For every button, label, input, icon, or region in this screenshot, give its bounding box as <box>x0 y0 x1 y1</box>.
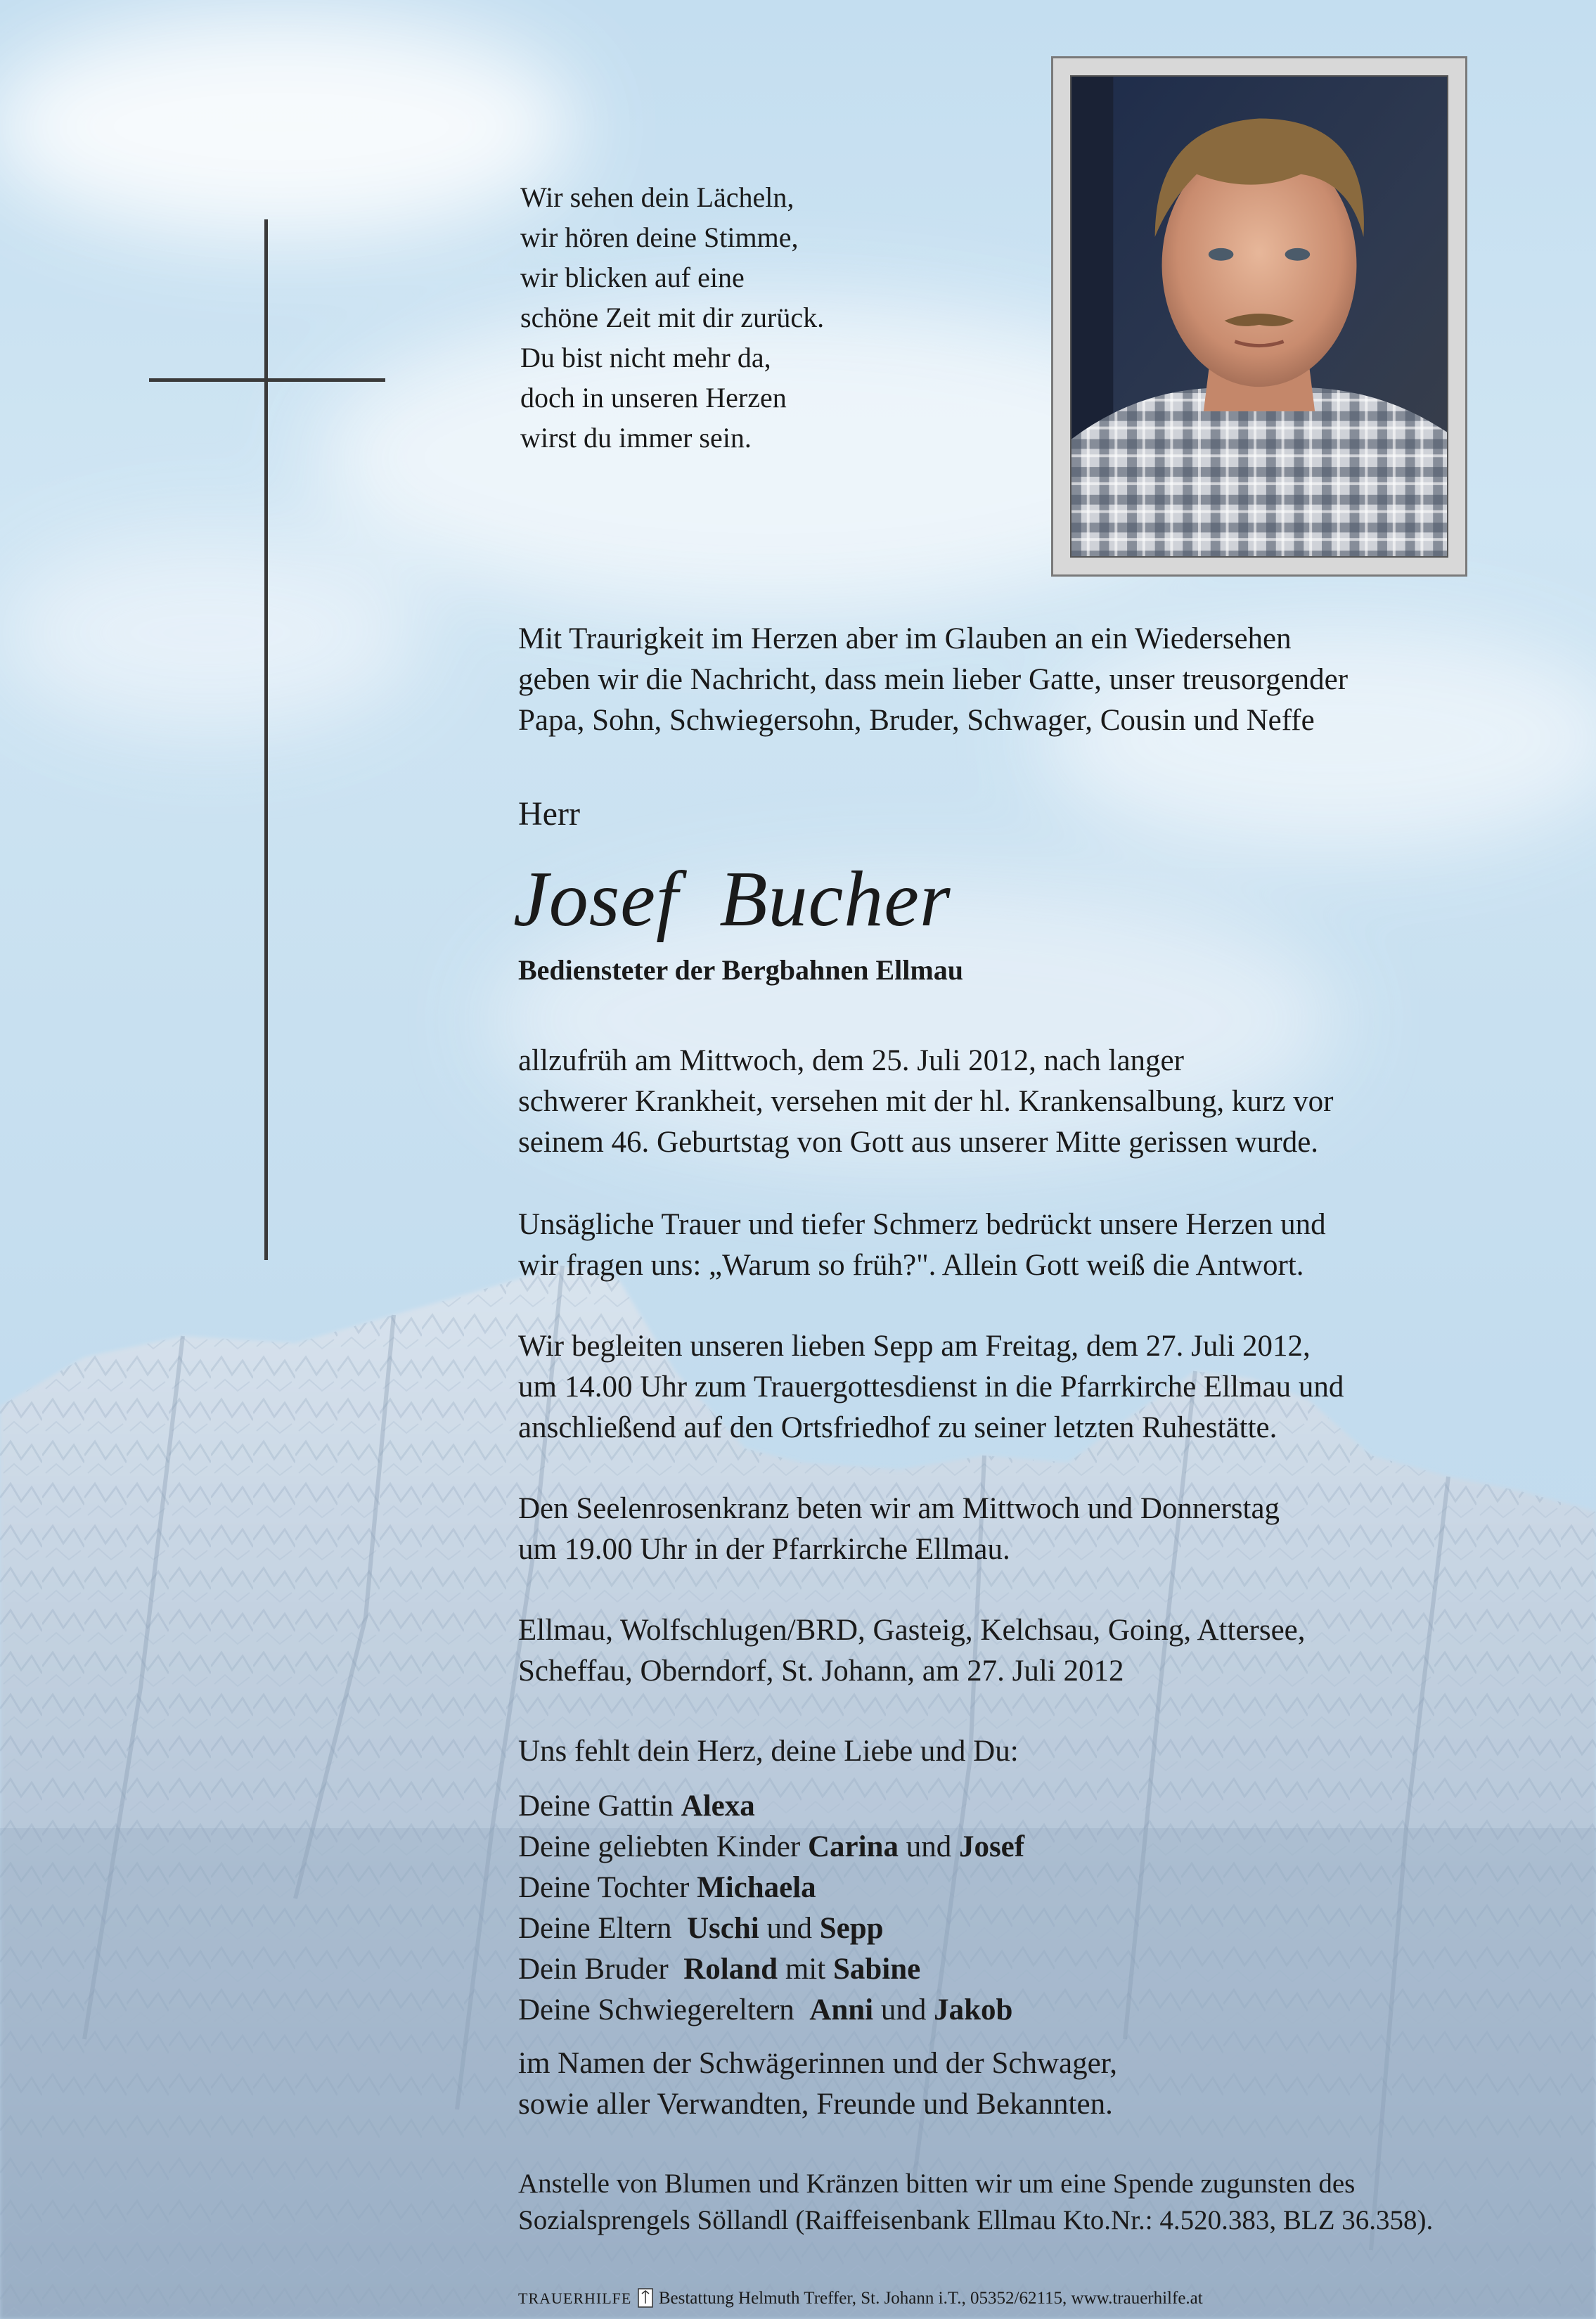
verse-line: schöne Zeit mit dir zurück. <box>520 302 825 333</box>
text-line: Mit Traurigkeit im Herzen aber im Glauben an ein Wiedersehen <box>518 622 1292 655</box>
closing-paragraph <box>518 2043 1117 2125</box>
verse-line: doch in unseren Herzen <box>520 382 787 413</box>
memorial-verse <box>520 177 824 458</box>
grief-paragraph <box>518 1205 1326 1286</box>
family-member-name: Sabine <box>832 1953 921 1986</box>
family-member-name: Anni <box>809 1993 874 2026</box>
family-connector: und <box>873 1993 934 2026</box>
text-line: um 19.00 Uhr in der Pfarrkirche Ellmau. <box>518 1533 1010 1566</box>
verse-line: Du bist nicht mehr da, <box>520 342 771 373</box>
family-relation: Dein Bruder <box>518 1953 684 1986</box>
cross-icon-horizontal <box>149 378 385 382</box>
family-member-row <box>518 1990 1024 2031</box>
portrait-frame <box>1051 56 1467 577</box>
family-connector: und <box>898 1830 959 1863</box>
verse-line: wir hören deine Stimme, <box>520 221 799 253</box>
rosary-paragraph <box>518 1489 1280 1570</box>
text-line: um 14.00 Uhr zum Trauergottesdienst in die Pfarrkirche Ellmau und <box>518 1370 1344 1403</box>
funeral-paragraph <box>518 1326 1344 1448</box>
text-line: Scheffau, Oberndorf, St. Johann, am 27. Juli 2012 <box>518 1655 1124 1688</box>
family-connector: und <box>759 1912 820 1945</box>
family-member-name: Roland <box>683 1953 778 1986</box>
text-line: anschließend auf den Ortsfriedhof zu seiner letzten Ruhestätte. <box>518 1411 1278 1444</box>
family-member-row <box>518 1786 1024 1827</box>
family-member-name: Carina <box>807 1830 899 1863</box>
intro-paragraph <box>518 619 1348 741</box>
salutation: Herr <box>518 795 580 833</box>
family-member-row <box>518 1868 1024 1908</box>
trauerhilfe-logo-icon <box>638 2288 653 2308</box>
family-relation: Deine Eltern <box>518 1912 687 1945</box>
places-paragraph <box>518 1610 1306 1692</box>
text-line: Sozialsprengels Söllandl (Raiffeisenbank Ellmau Kto.Nr.: 4.520.383, BLZ 36.358). <box>518 2205 1434 2235</box>
family-member-name: Uschi <box>687 1912 759 1945</box>
cross-icon-vertical <box>264 219 268 1260</box>
family-member-name: Sepp <box>819 1912 884 1945</box>
occupation: Bediensteter der Bergbahnen Ellmau <box>518 954 963 986</box>
family-relation: Deine geliebten Kinder <box>518 1830 808 1863</box>
family-connector: mit <box>778 1953 833 1986</box>
text-line: Ellmau, Wolfschlugen/BRD, Gasteig, Kelchsau, Going, Attersee, <box>518 1614 1306 1647</box>
family-member-name: Jakob <box>934 1993 1013 2026</box>
verse-line: Wir sehen dein Lächeln, <box>520 181 794 213</box>
family-member-name: Josef <box>958 1830 1025 1863</box>
text-line: Wir begleiten unseren lieben Sepp am Freitag, dem 27. Juli 2012, <box>518 1330 1311 1363</box>
family-member-row <box>518 1827 1024 1868</box>
family-intro: Uns fehlt dein Herz, deine Liebe und Du: <box>518 1735 1019 1768</box>
text-line: geben wir die Nachricht, dass mein lieber Gatte, unser treusorgender <box>518 663 1349 696</box>
family-list <box>518 1786 1024 2031</box>
text-line: seinem 46. Geburtstag von Gott aus unserer Mitte gerissen wurde. <box>518 1126 1319 1159</box>
verse-line: wir blicken auf eine <box>520 262 745 293</box>
text-line: sowie aller Verwandten, Freunde und Bekannten. <box>518 2088 1113 2121</box>
family-relation: Deine Gattin <box>518 1790 681 1823</box>
death-notice-paragraph <box>518 1041 1333 1163</box>
family-member-name: Alexa <box>681 1790 755 1823</box>
text-line: Den Seelenrosenkranz beten wir am Mittwoch und Donnerstag <box>518 1492 1280 1525</box>
family-member-row <box>518 1949 1024 1990</box>
portrait-photo <box>1070 75 1448 558</box>
deceased-name: Josef Bucher <box>513 856 951 943</box>
family-relation: Deine Schwiegereltern <box>518 1993 810 2026</box>
text-line: Papa, Sohn, Schwiegersohn, Bruder, Schwager, Cousin und Neffe <box>518 704 1315 737</box>
text-line: allzufrüh am Mittwoch, dem 25. Juli 2012, nach langer <box>518 1044 1184 1077</box>
donation-paragraph <box>518 2166 1433 2239</box>
text-line: im Namen der Schwägerinnen und der Schwager, <box>518 2047 1118 2080</box>
family-member-row <box>518 1908 1024 1949</box>
footer-text: Bestattung Helmuth Treffer, St. Johann i.T., 05352/62115, www.trauerhilfe.at <box>658 2289 1203 2308</box>
text-line: Anstelle von Blumen und Kränzen bitten wir um eine Spende zugunsten des <box>518 2169 1356 2199</box>
text-line: schwerer Krankheit, versehen mit der hl. Krankensalbung, kurz vor <box>518 1085 1334 1118</box>
family-member-name: Michaela <box>697 1871 816 1904</box>
verse-line: wirst du immer sein. <box>520 422 752 454</box>
text-line: Unsägliche Trauer und tiefer Schmerz bedrückt unsere Herzen und <box>518 1208 1326 1241</box>
footer <box>518 2288 1203 2308</box>
footer-brand: TRAUERHILFE <box>518 2289 632 2307</box>
text-line: wir fragen uns: „Warum so früh?". Allein Gott weiß die Antwort. <box>518 1249 1304 1282</box>
family-relation: Deine Tochter <box>518 1871 697 1904</box>
